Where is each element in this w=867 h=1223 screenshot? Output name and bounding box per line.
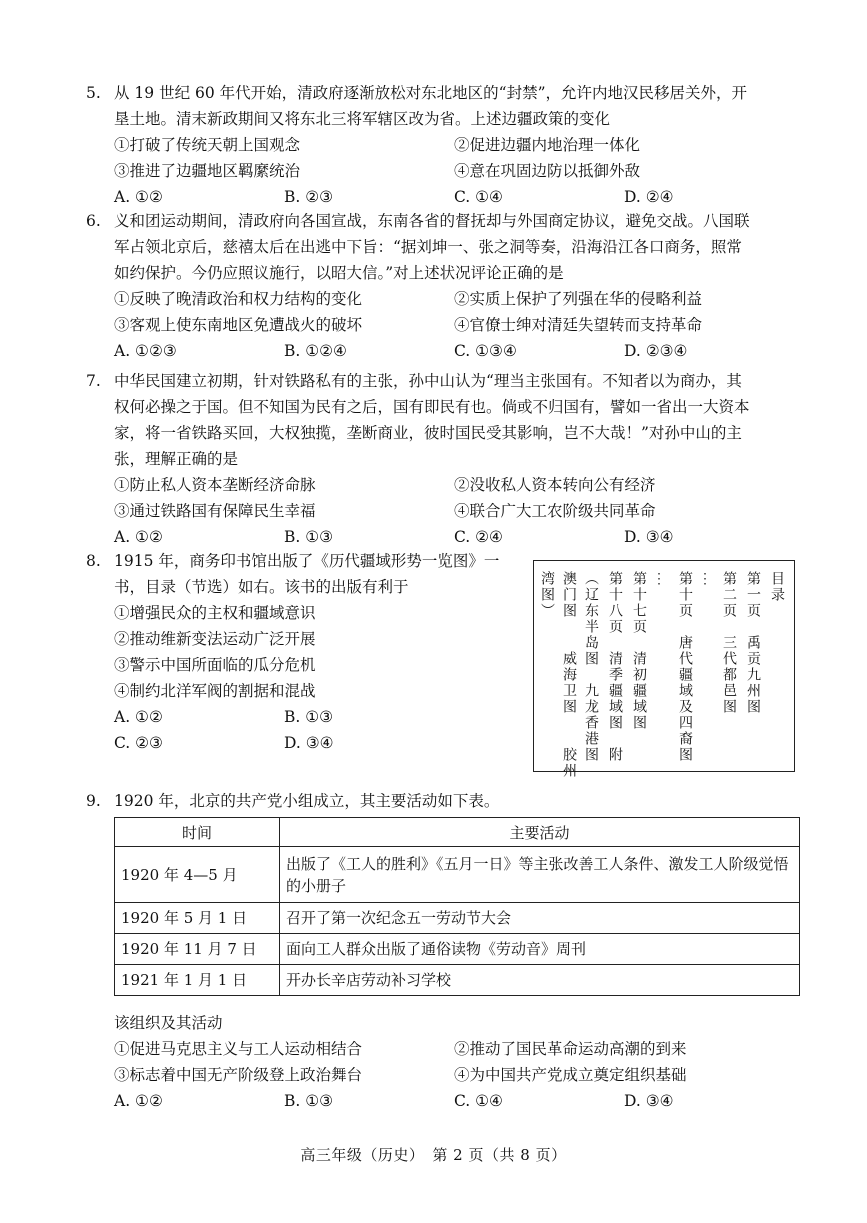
- answer-choice-c: C. ②④: [454, 528, 503, 546]
- catalog-heading: 目录: [769, 571, 785, 603]
- question-stem-line: 权何必操之于国。但不知国为民有之后，国有即民有也。倘或不归国有，譬如一省出一大资本: [114, 398, 750, 416]
- answer-choice-d: D. ③④: [624, 528, 674, 546]
- answer-choice-a: A. ①②: [114, 528, 163, 546]
- statement-item: ③推进了边疆地区羁縻统治: [114, 162, 301, 180]
- statement-item: ②实质上保护了列强在华的侵略利益: [454, 290, 703, 308]
- answer-choice-d: D. ②③④: [624, 342, 688, 360]
- statement-item: ①反映了晚清政治和权力结构的变化: [114, 290, 363, 308]
- catalog-entry: 第十八页 清季疆域图 附: [607, 571, 623, 763]
- column-header: 主要活动: [280, 818, 800, 847]
- answer-choice-b: B. ①③: [284, 1092, 334, 1110]
- catalog-ellipsis: ⋮: [697, 571, 713, 587]
- catalog-entry: 澳门图 威海卫图 胶州: [561, 571, 577, 779]
- question-number: 8.: [86, 552, 101, 570]
- statement-item: ③警示中国所面临的瓜分危机: [114, 656, 316, 674]
- statement-item: ①增强民众的主权和疆域意识: [114, 604, 316, 622]
- table-header-row: [115, 818, 800, 847]
- book-catalog-box: [533, 560, 795, 779]
- question-9: [86, 788, 806, 814]
- catalog-entry: 第二页 三代都邑图: [721, 571, 737, 715]
- catalog-entry: 第一页 禹贡九州图: [745, 571, 761, 715]
- page-footer: 高三年级（历史） 第 2 页（共 8 页）: [300, 1146, 567, 1164]
- catalog-entry: 湾图）: [539, 571, 555, 619]
- column-header: 时间: [115, 818, 280, 847]
- answer-choice-d: D. ③④: [284, 734, 334, 752]
- statement-item: ④意在巩固边防以抵御外敌: [454, 162, 641, 180]
- catalog-entry: （辽东半岛图 九龙香港图: [583, 571, 599, 763]
- question-stem-line: 军占领北京后，慈禧太后在出逃中下旨：“据刘坤一、张之洞等奏，沿海沿江各口商务，照常: [114, 238, 742, 256]
- table-cell-activity: 召开了第一次纪念五一劳动节大会: [280, 903, 800, 934]
- statement-item: ①打破了传统天朝上国观念: [114, 136, 301, 154]
- answer-choice-a: A. ①②: [114, 708, 163, 726]
- statement-item: ③通过铁路国有保障民生幸福: [114, 502, 316, 520]
- question-number: 6.: [86, 212, 101, 230]
- table-cell-activity: 出版了《工人的胜利》《五月一日》等主张改善工人条件、激发工人阶级觉悟的小册子: [280, 847, 800, 903]
- catalog-entry: 第十七页 清初疆域图: [631, 571, 647, 731]
- catalog-ellipsis: ⋮: [651, 571, 667, 587]
- table-cell-activity: 开办长辛店劳动补习学校: [280, 965, 800, 996]
- answer-choice-b: B. ②③: [284, 188, 334, 206]
- question-6: [86, 208, 806, 364]
- question-stem-line: 书，目录（节选）如右。该书的出版有利于: [114, 578, 409, 596]
- statement-item: ④联合广大工农阶级共同革命: [454, 502, 656, 520]
- question-5: [86, 80, 806, 210]
- answer-choice-b: B. ①③: [284, 528, 334, 546]
- question-number: 7.: [86, 372, 101, 390]
- activity-table: [114, 817, 800, 996]
- statement-item: ①促进马克思主义与工人运动相结合: [114, 1040, 363, 1058]
- question-9-options: [114, 1010, 814, 1114]
- statement-item: ④制约北洋军阀的割据和混战: [114, 682, 316, 700]
- answer-choice-a: A. ①②: [114, 1092, 163, 1110]
- table-cell-time: 1920 年 11 月 7 日: [115, 934, 280, 965]
- answer-choice-b: B. ①②④: [284, 342, 347, 360]
- table-cell-time: 1921 年 1 月 1 日: [115, 965, 280, 996]
- answer-choice-a: A. ①②③: [114, 342, 177, 360]
- answer-choice-c: C. ①④: [454, 188, 503, 206]
- answer-choice-c: C. ①④: [454, 1092, 503, 1110]
- answer-choice-b: B. ①③: [284, 708, 334, 726]
- table-cell-time: 1920 年 5 月 1 日: [115, 903, 280, 934]
- question-number: 5.: [86, 84, 101, 102]
- statement-item: ②没收私人资本转向公有经济: [454, 476, 656, 494]
- table-row: [115, 903, 800, 934]
- question-stem-line: 家，将一省铁路买回，大权独揽，垄断商业，彼时国民受其影响，岂不大哉！”对孙中山的主: [114, 424, 742, 442]
- table-row: [115, 965, 800, 996]
- statement-item: ④官僚士绅对清廷失望转而支持革命: [454, 316, 703, 334]
- statement-item: ④为中国共产党成立奠定组织基础: [454, 1066, 687, 1084]
- question-7: [86, 368, 806, 550]
- table-row: [115, 934, 800, 965]
- statement-item: ③标志着中国无产阶级登上政治舞台: [114, 1066, 363, 1084]
- question-stem-line: 垦土地。清末新政期间又将东北三将军辖区改为省。上述边疆政策的变化: [114, 110, 611, 128]
- question-number: 9.: [86, 792, 101, 810]
- catalog-entry: 第十页 唐代疆域及四裔图: [677, 571, 693, 763]
- answer-choice-d: D. ②④: [624, 188, 674, 206]
- answer-choice-d: D. ③④: [624, 1092, 674, 1110]
- statement-item: ②推动了国民革命运动高潮的到来: [454, 1040, 687, 1058]
- table-cell-activity: 面向工人群众出版了通俗读物《劳动音》周刊: [280, 934, 800, 965]
- question-stem-line: 1920 年，北京的共产党小组成立，其主要活动如下表。: [114, 792, 500, 810]
- answer-choice-c: C. ①③④: [454, 342, 517, 360]
- statement-item: ②推动维新变法运动广泛开展: [114, 630, 316, 648]
- question-stem-line: 1915 年，商务印书馆出版了《历代疆域形势一览图》一: [114, 552, 500, 570]
- question-stem-line: 中华民国建立初期，针对铁路私有的主张，孙中山认为“理当主张国有。不知者以为商办，其: [114, 372, 742, 390]
- table-cell-time: 1920 年 4—5 月: [115, 847, 280, 903]
- question-stem-line: 如约保护。今仍应照议施行，以昭大信。”对上述状况评论正确的是: [114, 264, 564, 282]
- question-stem-line: 该组织及其活动: [114, 1014, 223, 1032]
- table-row: [115, 847, 800, 903]
- statement-item: ①防止私人资本垄断经济命脉: [114, 476, 316, 494]
- question-stem-line: 张，理解正确的是: [114, 450, 239, 468]
- question-8: [86, 548, 516, 756]
- question-stem-line: 从 19 世纪 60 年代开始，清政府逐渐放松对东北地区的“封禁”，允许内地汉民移居关外，开: [114, 84, 748, 102]
- answer-choice-a: A. ①②: [114, 188, 163, 206]
- statement-item: ③客观上使东南地区免遭战火的破坏: [114, 316, 363, 334]
- question-stem-line: 义和团运动期间，清政府向各国宣战，东南各省的督抚却与外国商定协议，避免交战。八国联: [114, 212, 750, 230]
- statement-item: ②促进边疆内地治理一体化: [454, 136, 641, 154]
- answer-choice-c: C. ②③: [114, 734, 163, 752]
